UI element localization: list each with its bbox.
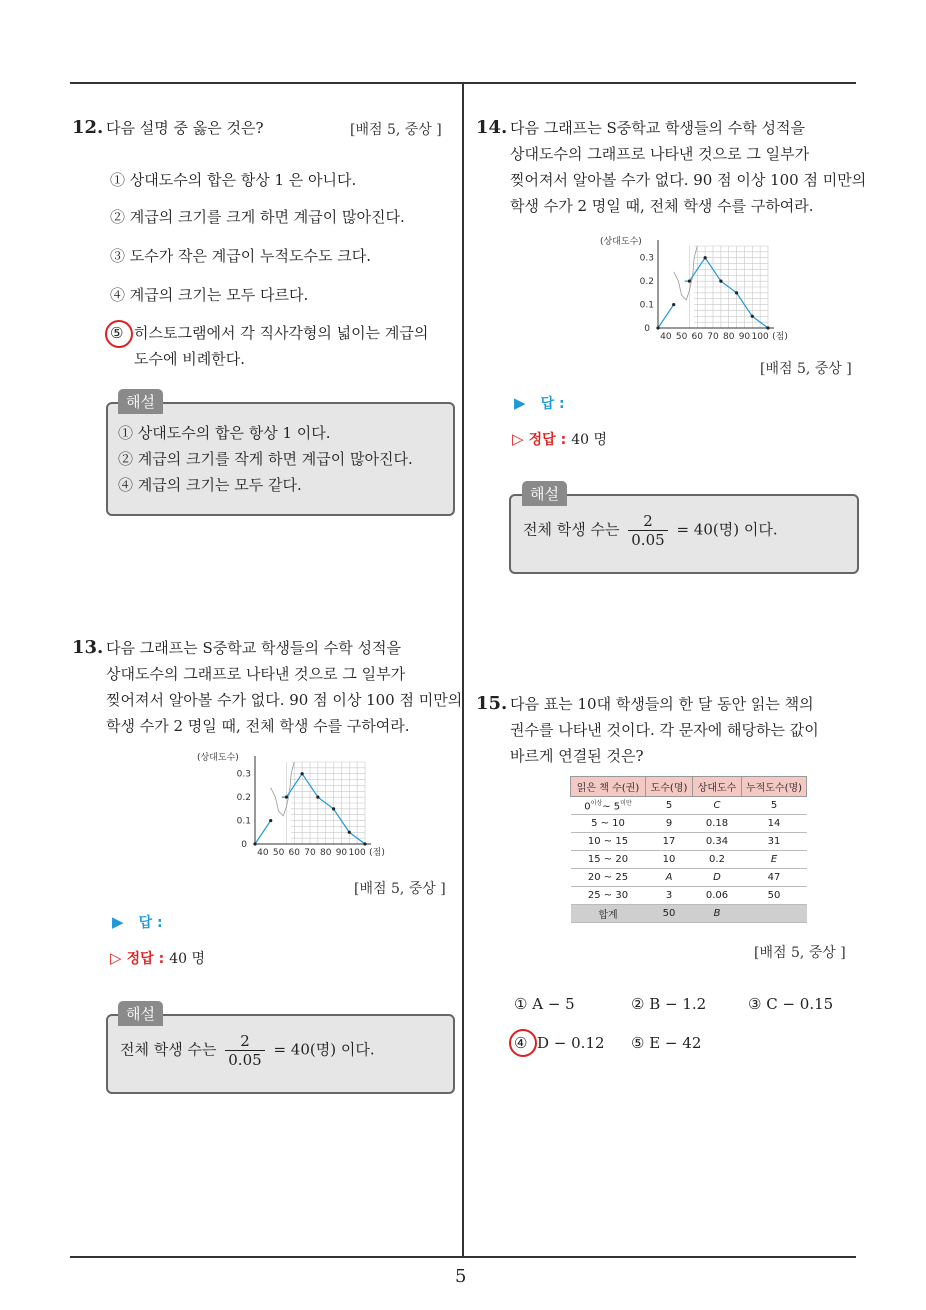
q15-option-5[interactable]: ⑤ E − 42 — [631, 1034, 702, 1052]
q12-score: [배점 5, 중상 ] — [350, 122, 442, 138]
x-tick-label: 70 — [304, 848, 316, 858]
q12-explanation-line: ① 상대도수의 합은 항상 1 이다. — [118, 424, 331, 442]
q15-text: 다음 표는 10대 학생들의 한 달 동안 읽는 책의 권수를 나타낸 것이다. 각 문자에 해당하는 값이 바르게 연결된 것은? — [510, 695, 819, 765]
table-cell: 10 ~ 15 — [571, 833, 646, 851]
table-cell: 10 — [646, 851, 693, 869]
data-point — [332, 807, 335, 810]
table-cell: 0.34 — [693, 833, 742, 851]
q15-option-1[interactable]: ① A − 5 — [514, 995, 575, 1013]
q12-number: 12. — [72, 117, 104, 138]
q15-option-3[interactable]: ③ C − 0.15 — [748, 995, 834, 1013]
q14-correct-value: 40 명 — [571, 432, 608, 448]
q12-option-5-marker[interactable]: ⑤ — [110, 324, 124, 342]
data-point — [348, 831, 351, 834]
x-tick-label: 50 — [675, 332, 688, 342]
table-cell — [742, 905, 807, 923]
x-tick-label: 70 — [707, 332, 719, 342]
table-cell: C — [693, 797, 742, 815]
data-point — [316, 796, 319, 799]
table-row — [571, 797, 807, 815]
fraction: $\frac{2}{0.05}$ — [225, 1032, 264, 1069]
table-cell: 0.2 — [693, 851, 742, 869]
table-cell: $0^{이상}\sim$ $5^{미만}$ — [571, 797, 646, 815]
table-row — [571, 851, 807, 869]
x-tick-label: 90 — [335, 848, 348, 858]
table-cell: 0.18 — [693, 815, 742, 833]
data-point — [735, 291, 738, 294]
table-cell: 20 ~ 25 — [571, 869, 646, 887]
table-cell: 25 ~ 30 — [571, 887, 646, 905]
q14-explanation-tag: 해설 — [522, 481, 567, 506]
table-header-row — [571, 777, 807, 797]
y-tick-label: 0.1 — [236, 816, 251, 827]
table-cell: 0.06 — [693, 887, 742, 905]
table-cell: 15 ~ 20 — [571, 851, 646, 869]
q12-option-3[interactable]: ③ 도수가 작은 계급이 누적도수도 크다. — [110, 247, 371, 265]
q14-score: [배점 5, 중상 ] — [760, 361, 852, 377]
q12-explanation-line: ② 계급의 크기를 작게 하면 계급이 많아진다. — [118, 450, 413, 468]
q13-number: 13. — [72, 637, 104, 658]
q12-option-5-cont: 도수에 비례한다. — [134, 350, 245, 368]
q13-answer-label: 답 : — [138, 915, 163, 931]
y-axis-title: (상대도수) — [197, 753, 239, 763]
table-header: 읽은 책 수(권) — [571, 777, 646, 797]
q13-correct-label: 정답 : — [126, 951, 165, 967]
table-cell: E — [742, 851, 807, 869]
page-number: 5 — [455, 1266, 467, 1287]
y-tick-label: 0.2 — [639, 277, 654, 288]
table-cell: D — [693, 869, 742, 887]
q13-relative-frequency-graph — [195, 748, 385, 862]
series-line-segment — [255, 821, 271, 844]
data-point — [656, 326, 659, 329]
q14-explanation-box — [509, 494, 859, 574]
x-unit-label: (점) — [772, 332, 788, 342]
q12-option-2[interactable]: ② 계급의 크기를 크게 하면 계급이 많아진다. — [110, 208, 405, 226]
x-tick-label: 90 — [738, 332, 751, 342]
table-cell: 50 — [646, 905, 693, 923]
table-cell: 47 — [742, 869, 807, 887]
x-tick-label: 40 — [257, 848, 269, 858]
x-tick-label: 100 — [348, 848, 366, 858]
q13-explanation-tag: 해설 — [118, 1001, 163, 1026]
table-row — [571, 869, 807, 887]
data-point — [751, 315, 754, 318]
q14-answer-label: 답 : — [540, 396, 565, 412]
table-cell: 17 — [646, 833, 693, 851]
x-unit-label: (점) — [369, 848, 385, 858]
q12-option-4[interactable]: ④ 계급의 크기는 모두 다르다. — [110, 286, 309, 304]
q15-option-4-marker[interactable]: ④ — [514, 1034, 528, 1052]
x-tick-label: 100 — [751, 332, 769, 342]
data-point — [269, 819, 272, 822]
q15-option-4[interactable]: D − 0.12 — [537, 1034, 605, 1052]
q13-correct-value: 40 명 — [169, 951, 206, 967]
data-point — [363, 842, 366, 845]
x-tick-label: 80 — [722, 332, 735, 342]
answer-arrow-icon: ▶ — [514, 394, 526, 412]
q14-correct-label: 정답 : — [528, 432, 567, 448]
bottom-rule — [70, 1256, 856, 1258]
table-header: 상대도수 — [693, 777, 742, 797]
x-tick-label: 50 — [272, 848, 285, 858]
table-row — [571, 887, 807, 905]
data-point — [704, 256, 707, 259]
correct-arrow-icon: ▷ — [110, 949, 122, 967]
table-cell: 5 ~ 10 — [571, 815, 646, 833]
q13-explanation-box — [106, 1014, 455, 1094]
correct-arrow-icon: ▷ — [512, 430, 524, 448]
x-tick-label: 80 — [319, 848, 332, 858]
table-cell: 9 — [646, 815, 693, 833]
table-row — [571, 833, 807, 851]
torn-edge — [674, 246, 698, 300]
q13-graph-svg — [195, 748, 385, 858]
table-cell: A — [646, 869, 693, 887]
table-row — [571, 815, 807, 833]
data-point — [301, 772, 304, 775]
table-cell: 5 — [742, 797, 807, 815]
table-cell: 5 — [646, 797, 693, 815]
q13-score: [배점 5, 중상 ] — [354, 881, 446, 897]
column-divider — [462, 84, 464, 1257]
q14-text: 다음 그래프는 S중학교 학생들의 수학 성적을 상대도수의 그래프로 나타낸 것으로 그 일부가 찢어져서 알아볼 수가 없다. 90 점 이상 100 점 미만의 학생 수가 2 명일 때, 전체 학생 수를 구하여라. — [510, 119, 867, 215]
y-axis-title: (상대도수) — [600, 237, 642, 247]
fraction: $\frac{2}{0.05}$ — [628, 512, 667, 549]
origin-label: 0 — [644, 324, 650, 334]
table-cell: 3 — [646, 887, 693, 905]
q15-number: 15. — [476, 693, 508, 714]
q12-option-1[interactable]: ① 상대도수의 합은 항상 1 은 아니다. — [110, 171, 357, 189]
x-tick-label: 60 — [691, 332, 704, 342]
y-tick-label: 0.2 — [236, 793, 251, 804]
table-cell: 50 — [742, 887, 807, 905]
y-tick-label: 0.3 — [639, 253, 654, 264]
q14-answer-row[interactable] — [514, 393, 565, 413]
q13-explanation-text: 전체 학생 수는 $\frac{2}{0.05}$ = 40(명) 이다. — [120, 1032, 375, 1069]
data-point — [285, 796, 288, 799]
q12-text: 다음 설명 중 옳은 것은? — [106, 119, 264, 137]
y-tick-label: 0.1 — [639, 300, 654, 311]
answer-arrow-icon: ▶ — [112, 913, 124, 931]
q15-frequency-table — [570, 776, 807, 923]
data-point — [766, 326, 769, 329]
q14-relative-frequency-graph — [598, 232, 788, 346]
table-header: 누적도수(명) — [742, 777, 807, 797]
q14-number: 14. — [476, 117, 508, 138]
x-tick-label: 40 — [660, 332, 672, 342]
x-tick-label: 60 — [288, 848, 301, 858]
data-point — [672, 303, 675, 306]
table-total-row — [571, 905, 807, 923]
table-header: 도수(명) — [646, 777, 693, 797]
q12-option-5[interactable]: 히스토그램에서 각 직사각형의 넓이는 계급의 — [134, 324, 429, 342]
q13-correct-row — [110, 948, 205, 968]
q15-score: [배점 5, 중상 ] — [754, 945, 846, 961]
q13-answer-row[interactable] — [112, 912, 163, 932]
table-cell: 31 — [742, 833, 807, 851]
q12-explanation-tag: 해설 — [118, 389, 163, 414]
origin-label: 0 — [241, 840, 247, 850]
data-point — [719, 280, 722, 283]
data-point — [253, 842, 256, 845]
q15-option-2[interactable]: ② B − 1.2 — [631, 995, 707, 1013]
q12-explanation-line: ④ 계급의 크기는 모두 같다. — [118, 476, 302, 494]
torn-edge — [271, 762, 295, 816]
q14-explanation-text: 전체 학생 수는 $\frac{2}{0.05}$ = 40(명) 이다. — [523, 512, 778, 549]
y-tick-label: 0.3 — [236, 769, 251, 780]
q13-text: 다음 그래프는 S중학교 학생들의 수학 성적을 상대도수의 그래프로 나타낸 것으로 그 일부가 찢어져서 알아볼 수가 없다. 90 점 이상 100 점 미만의 학생 수가 2 명일 때, 전체 학생 수를 구하여라. — [106, 639, 463, 735]
q14-graph-svg — [598, 232, 788, 342]
series-line-segment — [658, 305, 674, 328]
q14-correct-row — [512, 429, 607, 449]
table-cell: B — [693, 905, 742, 923]
q12-explanation-box — [106, 402, 455, 516]
data-point — [688, 280, 691, 283]
table-cell: 합계 — [571, 905, 646, 923]
table-cell: 14 — [742, 815, 807, 833]
